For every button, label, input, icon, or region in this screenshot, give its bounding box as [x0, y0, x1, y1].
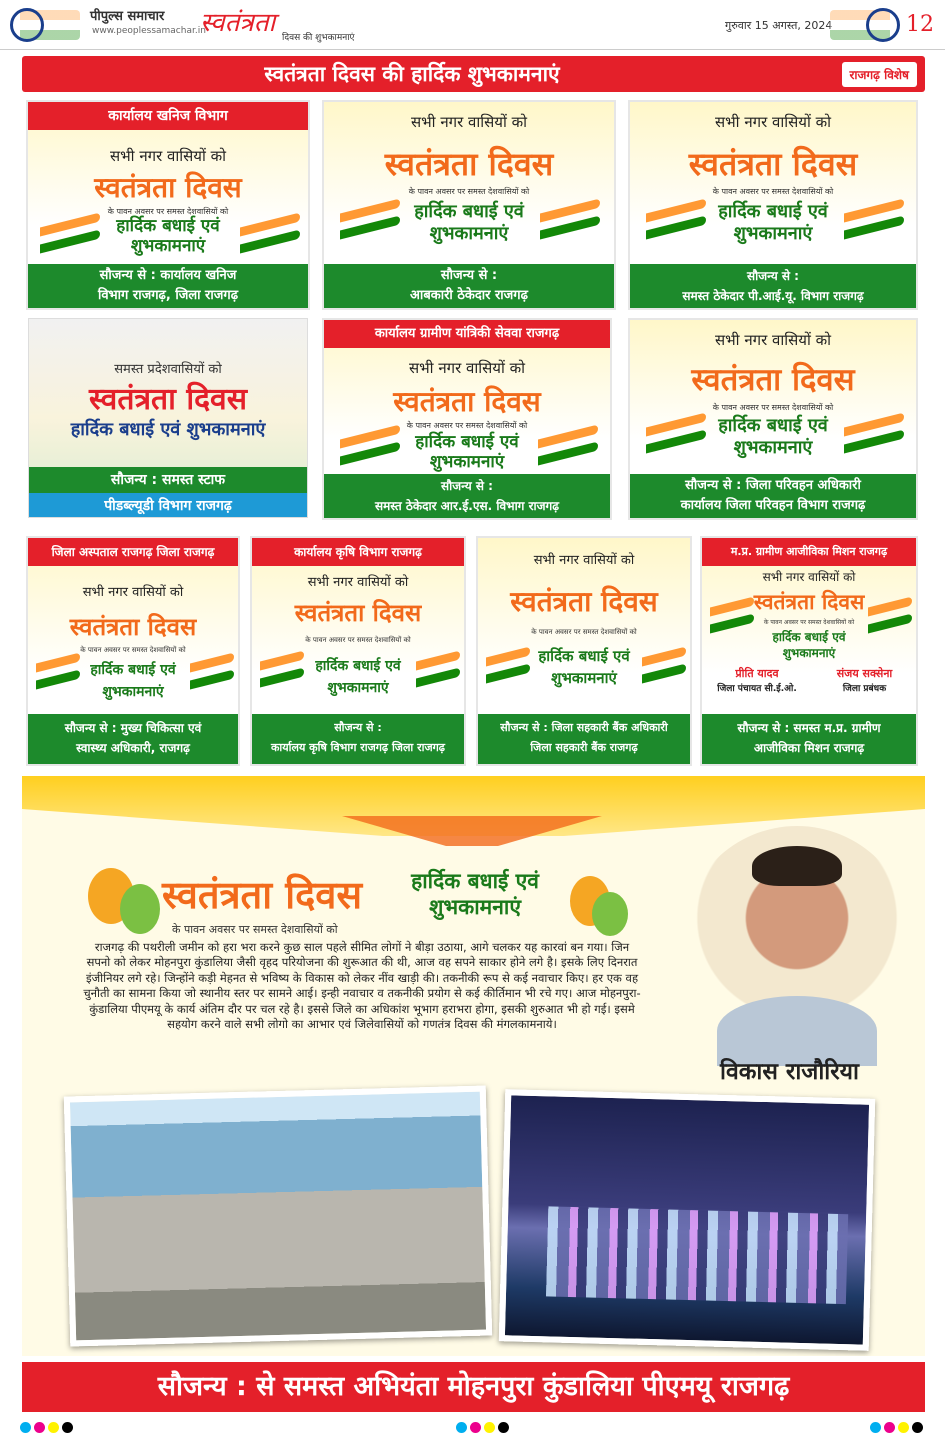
feature-occasion: के पावन अवसर पर समस्त देशवासियों को	[172, 923, 338, 936]
ad-footer-line-1: सौजन्य से : जिला परिवहन अधिकारी	[685, 478, 861, 493]
newspaper-url: www.peoplessamachar.in	[92, 26, 206, 36]
ad-footer-line-2: समस्त ठेकेदार पी.आई.यू. विभाग राजगढ़	[682, 289, 864, 303]
ad-wish-line-1: हार्दिक बधाई एवं	[415, 432, 519, 452]
ad-footer-line-2: कार्यालय कृषि विभाग राजगढ़ जिला राजगढ़	[270, 741, 446, 754]
ad-greeting: समस्त प्रदेशवासियों को	[114, 362, 222, 377]
section-subtitle: दिवस की शुभकामनाएं	[282, 33, 355, 43]
balloon-icon	[592, 892, 628, 936]
ad-greeting: सभी नगर वासियों को	[410, 113, 528, 131]
ad-headline: स्वतंत्रता दिवस	[294, 598, 422, 627]
ad-header: जिला अस्पताल राजगढ़ जिला राजगढ़	[28, 538, 238, 566]
tricolor-flag-icon	[340, 432, 400, 458]
ad-footer-line-1: सौजन्य से : जिला सहकारी बैंक अधिकारी	[500, 721, 668, 734]
ad-headline: स्वतंत्रता दिवस	[89, 382, 247, 417]
ad-occasion: के पावन अवसर पर समस्त देशवासियों को	[408, 187, 530, 196]
ad-footer-line-1: सौजन्य : समस्त स्टाफ	[29, 467, 307, 493]
ad-wish-line-1: हार्दिक बधाई एवं	[718, 201, 828, 222]
ad-occasion: के पावन अवसर पर समस्त देशवासियों को	[305, 636, 411, 644]
ad-wish-line-2: शुभकामनाएं	[130, 236, 206, 256]
ad-wish-line-2: शुभकामनाएं	[551, 669, 617, 687]
ad-wish-line-2: शुभकामनाएं	[429, 452, 505, 472]
balloon-icon	[120, 884, 160, 934]
ad-header: कार्यालय ग्रामीण यांत्रिकी सेववा राजगढ़	[324, 320, 610, 348]
page-banner	[22, 56, 925, 92]
tricolor-flag-icon	[36, 658, 80, 684]
ad-pwd-department	[28, 318, 308, 518]
ad-wish-line-2: शुभकामनाएं	[782, 646, 836, 660]
tricolor-flag-icon	[190, 658, 234, 684]
ad-wish-line-1: हार्दिक बधाई एवं	[538, 647, 630, 665]
official-name: संजय सक्सेना	[836, 667, 893, 680]
ad-headline: स्वतंत्रता दिवस	[691, 362, 855, 398]
ad-greeting: सभी नगर वासियों को	[307, 575, 409, 590]
ad-footer-line-2: विभाग राजगढ़, जिला राजगढ़	[97, 288, 239, 303]
ad-piu-contractors	[628, 100, 918, 310]
ad-headline: स्वतंत्रता दिवस	[393, 385, 541, 418]
ad-occasion: के पावन अवसर पर समस्त देशवासियों को	[80, 646, 186, 654]
ad-greeting: सभी नगर वासियों को	[533, 553, 635, 568]
ad-occasion: के पावन अवसर पर समस्त देशवासियों को	[712, 187, 834, 196]
ad-district-hospital	[26, 536, 240, 766]
ad-footer	[324, 264, 614, 308]
ad-greeting: सभी नगर वासियों को	[714, 113, 832, 131]
feature-wish-line-1: हार्दिक बधाई एवं	[411, 869, 539, 893]
official-2	[812, 666, 917, 694]
ad-wish-line-2: शुभकामनाएं	[327, 680, 389, 696]
ad-headline: स्वतंत्रता दिवस	[69, 612, 197, 641]
ad-occasion: के पावन अवसर पर समस्त देशवासियों को	[406, 421, 528, 430]
ad-footer-line-2: आबकारी ठेकेदार राजगढ़	[410, 288, 528, 303]
ad-footer-line-2: समस्त ठेकेदार आर.ई.एस. विभाग राजगढ़	[374, 499, 560, 513]
official-role: जिला पंचायत सी.ई.ओ.	[717, 684, 797, 694]
ad-footer-line-2: कार्यालय जिला परिवहन विभाग राजगढ़	[680, 498, 866, 513]
ad-wish-line-1: हार्दिक बधाई एवं	[718, 415, 828, 436]
person-name: विकास राजौरिया	[720, 1058, 859, 1085]
official-name: प्रीति यादव	[735, 667, 779, 680]
ad-wish-line-2: शुभकामनाएं	[733, 223, 813, 244]
ad-footer	[28, 714, 238, 764]
tricolor-flag-icon	[642, 652, 686, 678]
ad-footer-line-1: सौजन्य से : कार्यालय खनिज	[99, 268, 237, 283]
ad-headline: स्वतंत्रता दिवस	[94, 171, 242, 204]
feature-wish-line-2: शुभकामनाएं	[429, 895, 521, 919]
dam-photo-day	[64, 1086, 492, 1347]
sponsor-bar: सौजन्य : से समस्त अभियंता मोहनपुरा कुंडालिया पीएमयू राजगढ़	[22, 1362, 925, 1412]
tricolor-flag-icon	[540, 206, 600, 232]
tricolor-flag-icon	[868, 602, 912, 628]
ad-mining-department	[26, 100, 310, 310]
ad-agriculture-department	[250, 536, 466, 766]
tricolor-flag-icon	[260, 656, 304, 682]
feature-headline: स्वतंत्रता दिवस	[162, 872, 363, 917]
tricolor-flag-icon	[486, 652, 530, 678]
ad-footer-line-1: सौजन्य से :	[334, 721, 382, 734]
registration-marks	[20, 1420, 925, 1436]
ad-wish-line-1: हार्दिक बधाई एवं	[90, 662, 176, 678]
ad-headline: स्वतंत्रता दिवस	[753, 589, 865, 614]
ad-wish-line-2: शुभकामनाएं	[733, 437, 813, 458]
tricolor-flag-icon	[844, 420, 904, 446]
section-title: स्वतंत्रता	[200, 8, 276, 38]
ad-nrlm-mission	[700, 536, 918, 766]
dam-photo-night	[499, 1089, 875, 1351]
ad-footer	[630, 264, 916, 308]
tricolor-flag-icon	[646, 206, 706, 232]
ad-footer-line-1: सौजन्य से : समस्त म.प्र. ग्रामीण	[737, 721, 881, 735]
ad-footer-line-2: स्वास्थ्य अधिकारी, राजगढ़	[76, 741, 190, 755]
ad-footer-line-1: सौजन्य से : मुख्य चिकित्सा एवं	[64, 721, 202, 735]
official-role: जिला प्रबंधक	[842, 684, 887, 694]
ad-wish-line-1: हार्दिक बधाई एवं	[772, 630, 846, 644]
issue-date: गुरुवार 15 अगस्त, 2024	[725, 19, 833, 32]
ad-occasion: के पावन अवसर पर समस्त देशवासियों को	[763, 619, 855, 626]
ad-wish-line-1: हार्दिक बधाई एवं	[116, 216, 220, 236]
ad-footer	[324, 474, 610, 518]
ad-greeting: सभी नगर वासियों को	[714, 331, 832, 349]
ad-greeting: सभी नगर वासियों को	[762, 570, 856, 584]
ad-excise-contractor	[322, 100, 616, 310]
ad-footer-line-1: सौजन्य से :	[747, 269, 799, 283]
ad-wish-line-1: हार्दिक बधाई एवं	[315, 658, 401, 674]
section-tag: राजगढ़ विशेष	[842, 62, 918, 87]
ad-res-department	[322, 318, 612, 520]
ad-occasion: के पावन अवसर पर समस्त देशवासियों को	[712, 403, 834, 412]
page-number: 12	[906, 12, 934, 37]
ad-wish-line-2: शुभकामनाएं	[102, 684, 164, 700]
feature-body-text: राजगढ़ की पथरीली जमीन को हरा भरा करने कुछ साल पहले सीमित लोगों ने बीड़ा उठाया, आगे चलकर यह कारवां बन गया। जिन सपनो को लेकर मोहनपुरा कुंडालिया जैसी वृहद परियोजना की शुरूआत की थी, आज वह सपने साकार होने लगे है। इसके लिए दिनरात इंजीनियर लगे रहे। जिन्होंने कड़ी मेहनत से भविष्य के विकास को लेकर नींव खाड़ी की। तकनीकी रूप से कई नवाचार किए। हर एक वह चुनौती का सामना किया जो स्थानीय स्तर पर सामने आई। इन्ही नवाचार व तकनीकी प्रयोग से कई कीर्तिमान भी रचे गए। आज मोहनपुरा-कुंडालिया पीएमयू के कार्य अंतिम दौर पर चल रहे है। इससे जिले का अधिकांश भूभाग हराभरा होगा, इसकी शुरुआत भी हो गई। इसमे सहयोग करने वाले सभी लोगो का आभार एवं जिलेवासियों को गणतंत्र दिवस की मंगलकामनाये।	[83, 940, 641, 1032]
ad-headline: स्वतंत्रता दिवस	[688, 145, 858, 183]
ashoka-chakra-icon	[866, 8, 900, 42]
ad-header: म.प्र. ग्रामीण आजीविका मिशन राजगढ़	[702, 538, 916, 566]
tricolor-flag-icon	[844, 206, 904, 232]
ad-rto-office	[628, 318, 918, 520]
ad-footer	[702, 714, 916, 764]
ad-greeting: सभी नगर वासियों को	[109, 147, 227, 165]
person-photo	[682, 826, 912, 1056]
ad-footer-line-2: पीडब्ल्यूडी विभाग राजगढ़	[29, 493, 307, 518]
ad-headline: स्वतंत्रता दिवस	[384, 145, 554, 183]
ad-headline: स्वतंत्रता दिवस	[510, 585, 658, 618]
ad-footer-line-2: जिला सहकारी बैंक राजगढ़	[530, 741, 638, 754]
feature-section	[22, 776, 925, 1356]
official-1	[702, 666, 812, 694]
tricolor-flag-icon	[646, 420, 706, 446]
ashoka-chakra-icon	[10, 8, 44, 42]
tricolor-flag-icon	[340, 206, 400, 232]
ad-footer	[28, 264, 308, 308]
banner-title: स्वतंत्रता दिवस की हार्दिक शुभकामनाएं	[264, 62, 560, 86]
ad-footer	[630, 474, 916, 518]
ad-greeting: सभी नगर वासियों को	[408, 359, 526, 377]
newspaper-logo: पीपुल्स समाचार	[90, 9, 165, 24]
ad-greeting: सभी नगर वासियों को	[82, 585, 184, 600]
ad-footer	[252, 714, 464, 764]
tricolor-flag-icon	[240, 220, 300, 246]
ad-footer-line-1: सौजन्य से :	[440, 268, 498, 283]
masthead	[0, 0, 945, 50]
ad-occasion: के पावन अवसर पर समस्त देशवासियों को	[107, 207, 229, 216]
ad-header: कार्यालय खनिज विभाग	[28, 102, 308, 130]
tricolor-flag-icon	[416, 656, 460, 682]
feature-wish	[390, 868, 560, 920]
tricolor-flag-icon	[710, 602, 754, 628]
tricolor-flag-icon	[538, 432, 598, 458]
ad-footer	[478, 714, 690, 764]
tricolor-flag-icon	[40, 220, 100, 246]
ad-occasion: के पावन अवसर पर समस्त देशवासियों को	[531, 628, 637, 636]
ad-footer-line-1: सौजन्य से :	[441, 479, 493, 493]
ad-wish: हार्दिक बधाई एवं शुभकामनाएं	[70, 419, 266, 440]
ad-cooperative-bank	[476, 536, 692, 766]
ad-wish-line-2: शुभकामनाएं	[429, 223, 509, 244]
ad-wish-line-1: हार्दिक बधाई एवं	[414, 201, 524, 222]
ad-header: कार्यालय कृषि विभाग राजगढ़	[252, 538, 464, 566]
ad-footer-line-2: आजीविका मिशन राजगढ़	[753, 741, 865, 755]
